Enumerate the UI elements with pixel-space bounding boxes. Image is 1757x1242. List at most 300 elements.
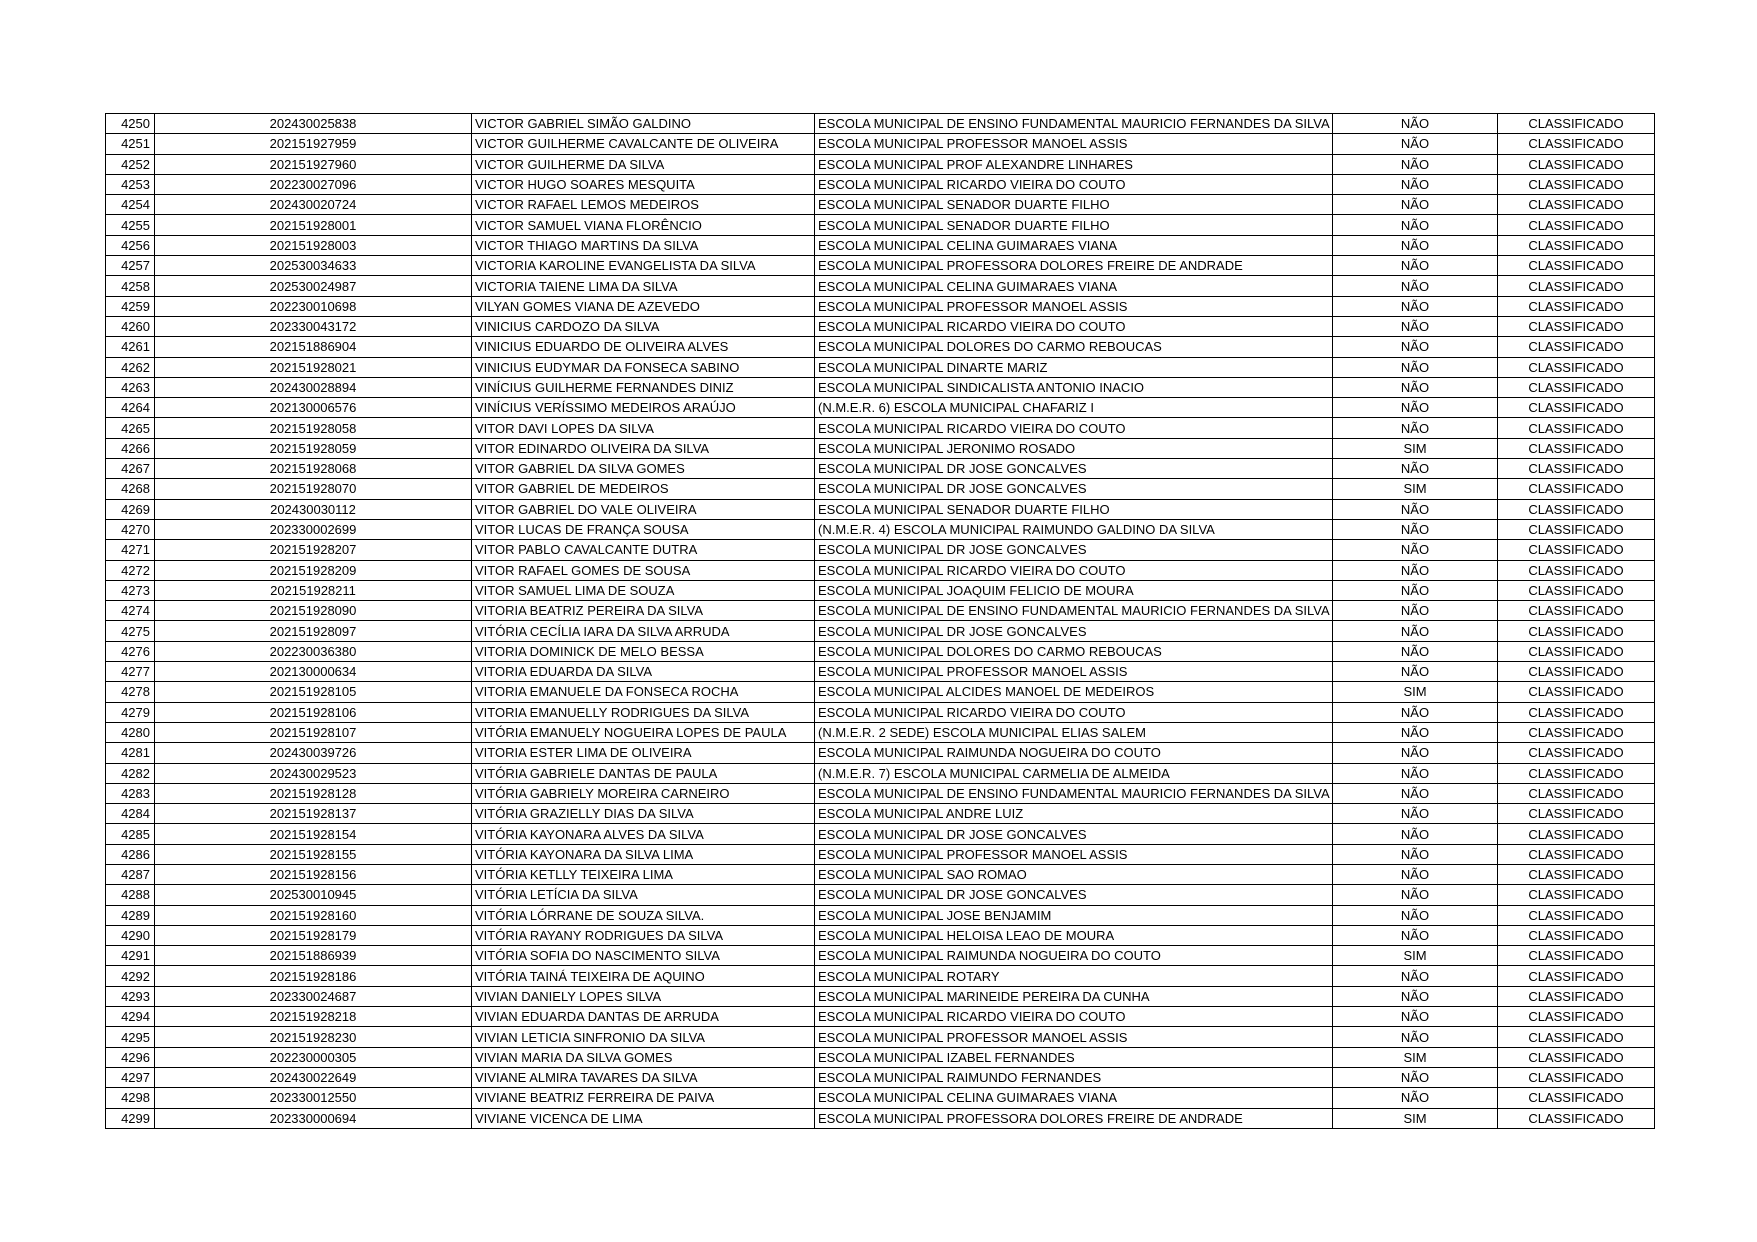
status-value: CLASSIFICADO: [1498, 174, 1655, 194]
table-row: [106, 925, 1655, 945]
status-value: CLASSIFICADO: [1498, 418, 1655, 438]
student-name: VINICIUS EUDYMAR DA FONSECA SABINO: [472, 357, 815, 377]
status-value: CLASSIFICADO: [1498, 134, 1655, 154]
results-table-body: [106, 114, 1655, 1129]
flag-value: NÃO: [1333, 398, 1498, 418]
registration-number: 202151928128: [155, 783, 472, 803]
table-row: [106, 885, 1655, 905]
status-value: CLASSIFICADO: [1498, 783, 1655, 803]
row-number: 4251: [106, 134, 155, 154]
registration-number: 202151928106: [155, 702, 472, 722]
table-row: [106, 337, 1655, 357]
row-number: 4271: [106, 540, 155, 560]
status-value: CLASSIFICADO: [1498, 844, 1655, 864]
student-name: VITOR GABRIEL DE MEDEIROS: [472, 479, 815, 499]
student-name: VITÓRIA KAYONARA DA SILVA LIMA: [472, 844, 815, 864]
student-name: VITOR GABRIEL DO VALE OLIVEIRA: [472, 499, 815, 519]
school-name: ESCOLA MUNICIPAL PROFESSOR MANOEL ASSIS: [815, 1027, 1333, 1047]
registration-number: 202430020724: [155, 195, 472, 215]
student-name: VITÓRIA RAYANY RODRIGUES DA SILVA: [472, 925, 815, 945]
school-name: ESCOLA MUNICIPAL PROFESSOR MANOEL ASSIS: [815, 844, 1333, 864]
row-number: 4286: [106, 844, 155, 864]
status-value: CLASSIFICADO: [1498, 722, 1655, 742]
school-name: ESCOLA MUNICIPAL DR JOSE GONCALVES: [815, 459, 1333, 479]
flag-value: NÃO: [1333, 499, 1498, 519]
flag-value: NÃO: [1333, 296, 1498, 316]
table-row: [106, 864, 1655, 884]
registration-number: 202330043172: [155, 316, 472, 336]
table-row: [106, 479, 1655, 499]
school-name: ESCOLA MUNICIPAL PROFESSOR MANOEL ASSIS: [815, 134, 1333, 154]
status-value: CLASSIFICADO: [1498, 885, 1655, 905]
registration-number: 202130006576: [155, 398, 472, 418]
registration-number: 202230027096: [155, 174, 472, 194]
registration-number: 202151928105: [155, 682, 472, 702]
school-name: (N.M.E.R. 2 SEDE) ESCOLA MUNICIPAL ELIAS SALEM: [815, 722, 1333, 742]
registration-number: 202530034633: [155, 256, 472, 276]
row-number: 4282: [106, 763, 155, 783]
registration-number: 202151928068: [155, 459, 472, 479]
status-value: CLASSIFICADO: [1498, 357, 1655, 377]
row-number: 4273: [106, 580, 155, 600]
row-number: 4272: [106, 560, 155, 580]
student-name: VICTOR THIAGO MARTINS DA SILVA: [472, 235, 815, 255]
table-row: [106, 986, 1655, 1006]
table-row: [106, 195, 1655, 215]
school-name: ESCOLA MUNICIPAL PROF ALEXANDRE LINHARES: [815, 154, 1333, 174]
flag-value: SIM: [1333, 438, 1498, 458]
registration-number: 202151928218: [155, 1007, 472, 1027]
table-row: [106, 134, 1655, 154]
status-value: CLASSIFICADO: [1498, 743, 1655, 763]
registration-number: 202151928209: [155, 560, 472, 580]
table-row: [106, 824, 1655, 844]
table-row: [106, 763, 1655, 783]
flag-value: NÃO: [1333, 418, 1498, 438]
status-value: CLASSIFICADO: [1498, 1067, 1655, 1087]
school-name: (N.M.E.R. 4) ESCOLA MUNICIPAL RAIMUNDO GALDINO DA SILVA: [815, 519, 1333, 539]
registration-number: 202430030112: [155, 499, 472, 519]
status-value: CLASSIFICADO: [1498, 763, 1655, 783]
registration-number: 202330024687: [155, 986, 472, 1006]
registration-number: 202151928090: [155, 601, 472, 621]
status-value: CLASSIFICADO: [1498, 195, 1655, 215]
status-value: CLASSIFICADO: [1498, 702, 1655, 722]
table-row: [106, 601, 1655, 621]
school-name: ESCOLA MUNICIPAL DOLORES DO CARMO REBOUCAS: [815, 337, 1333, 357]
table-row: [106, 641, 1655, 661]
registration-number: 202151928186: [155, 966, 472, 986]
status-value: CLASSIFICADO: [1498, 540, 1655, 560]
student-name: VITOR LUCAS DE FRANÇA SOUSA: [472, 519, 815, 539]
school-name: ESCOLA MUNICIPAL PROFESSOR MANOEL ASSIS: [815, 662, 1333, 682]
row-number: 4266: [106, 438, 155, 458]
school-name: ESCOLA MUNICIPAL RICARDO VIEIRA DO COUTO: [815, 702, 1333, 722]
registration-number: 202151928107: [155, 722, 472, 742]
student-name: VITÓRIA KAYONARA ALVES DA SILVA: [472, 824, 815, 844]
flag-value: SIM: [1333, 946, 1498, 966]
student-name: VITÓRIA EMANUELY NOGUEIRA LOPES DE PAULA: [472, 722, 815, 742]
registration-number: 202151928003: [155, 235, 472, 255]
row-number: 4277: [106, 662, 155, 682]
school-name: ESCOLA MUNICIPAL CELINA GUIMARAES VIANA: [815, 235, 1333, 255]
status-value: CLASSIFICADO: [1498, 276, 1655, 296]
row-number: 4264: [106, 398, 155, 418]
registration-number: 202151928230: [155, 1027, 472, 1047]
registration-number: 202151928155: [155, 844, 472, 864]
school-name: ESCOLA MUNICIPAL DR JOSE GONCALVES: [815, 824, 1333, 844]
registration-number: 202430022649: [155, 1067, 472, 1087]
student-name: VITÓRIA SOFIA DO NASCIMENTO SILVA: [472, 946, 815, 966]
registration-number: 202151927960: [155, 154, 472, 174]
student-name: VICTORIA KAROLINE EVANGELISTA DA SILVA: [472, 256, 815, 276]
flag-value: NÃO: [1333, 519, 1498, 539]
table-row: [106, 1088, 1655, 1108]
table-row: [106, 357, 1655, 377]
student-name: VIVIAN DANIELY LOPES SILVA: [472, 986, 815, 1006]
table-row: [106, 946, 1655, 966]
status-value: CLASSIFICADO: [1498, 377, 1655, 397]
registration-number: 202151928211: [155, 580, 472, 600]
flag-value: SIM: [1333, 479, 1498, 499]
flag-value: NÃO: [1333, 601, 1498, 621]
flag-value: NÃO: [1333, 560, 1498, 580]
table-row: [106, 621, 1655, 641]
status-value: CLASSIFICADO: [1498, 1108, 1655, 1128]
flag-value: NÃO: [1333, 540, 1498, 560]
row-number: 4263: [106, 377, 155, 397]
status-value: CLASSIFICADO: [1498, 662, 1655, 682]
table-row: [106, 519, 1655, 539]
flag-value: NÃO: [1333, 885, 1498, 905]
student-name: VITORIA EMANUELLY RODRIGUES DA SILVA: [472, 702, 815, 722]
row-number: 4252: [106, 154, 155, 174]
table-row: [106, 662, 1655, 682]
status-value: CLASSIFICADO: [1498, 337, 1655, 357]
row-number: 4283: [106, 783, 155, 803]
table-row: [106, 783, 1655, 803]
registration-number: 202230000305: [155, 1047, 472, 1067]
student-name: VITORIA DOMINICK DE MELO BESSA: [472, 641, 815, 661]
row-number: 4293: [106, 986, 155, 1006]
school-name: ESCOLA MUNICIPAL RAIMUNDA NOGUEIRA DO COUTO: [815, 946, 1333, 966]
status-value: CLASSIFICADO: [1498, 499, 1655, 519]
student-name: VITOR RAFAEL GOMES DE SOUSA: [472, 560, 815, 580]
student-name: VICTORIA TAIENE LIMA DA SILVA: [472, 276, 815, 296]
school-name: ESCOLA MUNICIPAL JOSE BENJAMIM: [815, 905, 1333, 925]
student-name: VINÍCIUS GUILHERME FERNANDES DINIZ: [472, 377, 815, 397]
table-row: [106, 1067, 1655, 1087]
registration-number: 202330012550: [155, 1088, 472, 1108]
student-name: VITOR SAMUEL LIMA DE SOUZA: [472, 580, 815, 600]
student-name: VITOR DAVI LOPES DA SILVA: [472, 418, 815, 438]
status-value: CLASSIFICADO: [1498, 1027, 1655, 1047]
flag-value: NÃO: [1333, 621, 1498, 641]
student-name: VIVIANE BEATRIZ FERREIRA DE PAIVA: [472, 1088, 815, 1108]
flag-value: NÃO: [1333, 844, 1498, 864]
table-row: [106, 1047, 1655, 1067]
school-name: ESCOLA MUNICIPAL JOAQUIM FELICIO DE MOURA: [815, 580, 1333, 600]
row-number: 4279: [106, 702, 155, 722]
status-value: CLASSIFICADO: [1498, 864, 1655, 884]
row-number: 4281: [106, 743, 155, 763]
school-name: ESCOLA MUNICIPAL RAIMUNDA NOGUEIRA DO COUTO: [815, 743, 1333, 763]
flag-value: NÃO: [1333, 702, 1498, 722]
status-value: CLASSIFICADO: [1498, 986, 1655, 1006]
school-name: ESCOLA MUNICIPAL PROFESSOR MANOEL ASSIS: [815, 296, 1333, 316]
table-row: [106, 154, 1655, 174]
school-name: ESCOLA MUNICIPAL HELOISA LEAO DE MOURA: [815, 925, 1333, 945]
school-name: ESCOLA MUNICIPAL SAO ROMAO: [815, 864, 1333, 884]
school-name: ESCOLA MUNICIPAL RICARDO VIEIRA DO COUTO: [815, 316, 1333, 336]
registration-number: 202151928097: [155, 621, 472, 641]
status-value: CLASSIFICADO: [1498, 682, 1655, 702]
row-number: 4290: [106, 925, 155, 945]
status-value: CLASSIFICADO: [1498, 296, 1655, 316]
school-name: ESCOLA MUNICIPAL PROFESSORA DOLORES FREIRE DE ANDRADE: [815, 1108, 1333, 1128]
table-row: [106, 174, 1655, 194]
table-row: [106, 114, 1655, 134]
student-name: VICTOR SAMUEL VIANA FLORÊNCIO: [472, 215, 815, 235]
student-name: VITOR PABLO CAVALCANTE DUTRA: [472, 540, 815, 560]
student-name: VITÓRIA LÓRRANE DE SOUZA SILVA.: [472, 905, 815, 925]
student-name: VIVIAN EDUARDA DANTAS DE ARRUDA: [472, 1007, 815, 1027]
table-row: [106, 316, 1655, 336]
student-name: VITORIA EMANUELE DA FONSECA ROCHA: [472, 682, 815, 702]
status-value: CLASSIFICADO: [1498, 1088, 1655, 1108]
table-row: [106, 1108, 1655, 1128]
registration-number: 202151928059: [155, 438, 472, 458]
student-name: VICTOR GUILHERME DA SILVA: [472, 154, 815, 174]
flag-value: NÃO: [1333, 377, 1498, 397]
flag-value: NÃO: [1333, 215, 1498, 235]
school-name: ESCOLA MUNICIPAL DE ENSINO FUNDAMENTAL MAURICIO FERNANDES DA SILVA: [815, 114, 1333, 134]
table-row: [106, 418, 1655, 438]
flag-value: SIM: [1333, 1047, 1498, 1067]
student-name: VITORIA ESTER LIMA DE OLIVEIRA: [472, 743, 815, 763]
status-value: CLASSIFICADO: [1498, 519, 1655, 539]
flag-value: NÃO: [1333, 195, 1498, 215]
status-value: CLASSIFICADO: [1498, 946, 1655, 966]
table-row: [106, 540, 1655, 560]
status-value: CLASSIFICADO: [1498, 601, 1655, 621]
table-row: [106, 459, 1655, 479]
flag-value: NÃO: [1333, 986, 1498, 1006]
flag-value: NÃO: [1333, 763, 1498, 783]
student-name: VITÓRIA KETLLY TEIXEIRA LIMA: [472, 864, 815, 884]
student-name: VITÓRIA GRAZIELLY DIAS DA SILVA: [472, 804, 815, 824]
status-value: CLASSIFICADO: [1498, 925, 1655, 945]
student-name: VINÍCIUS VERÍSSIMO MEDEIROS ARAÚJO: [472, 398, 815, 418]
flag-value: NÃO: [1333, 662, 1498, 682]
school-name: ESCOLA MUNICIPAL DR JOSE GONCALVES: [815, 479, 1333, 499]
student-name: VICTOR GUILHERME CAVALCANTE DE OLIVEIRA: [472, 134, 815, 154]
row-number: 4289: [106, 905, 155, 925]
school-name: ESCOLA MUNICIPAL SENADOR DUARTE FILHO: [815, 499, 1333, 519]
flag-value: SIM: [1333, 1108, 1498, 1128]
status-value: CLASSIFICADO: [1498, 459, 1655, 479]
school-name: ESCOLA MUNICIPAL RICARDO VIEIRA DO COUTO: [815, 174, 1333, 194]
table-row: [106, 560, 1655, 580]
registration-number: 202130000634: [155, 662, 472, 682]
status-value: CLASSIFICADO: [1498, 154, 1655, 174]
row-number: 4265: [106, 418, 155, 438]
flag-value: NÃO: [1333, 743, 1498, 763]
registration-number: 202430039726: [155, 743, 472, 763]
row-number: 4297: [106, 1067, 155, 1087]
registration-number: 202151928021: [155, 357, 472, 377]
status-value: CLASSIFICADO: [1498, 114, 1655, 134]
registration-number: 202151928058: [155, 418, 472, 438]
table-row: [106, 296, 1655, 316]
results-table: [105, 113, 1655, 1129]
school-name: ESCOLA MUNICIPAL ROTARY: [815, 966, 1333, 986]
row-number: 4299: [106, 1108, 155, 1128]
school-name: ESCOLA MUNICIPAL MARINEIDE PEREIRA DA CUNHA: [815, 986, 1333, 1006]
row-number: 4261: [106, 337, 155, 357]
table-row: [106, 580, 1655, 600]
flag-value: NÃO: [1333, 134, 1498, 154]
table-row: [106, 966, 1655, 986]
student-name: VINICIUS CARDOZO DA SILVA: [472, 316, 815, 336]
school-name: ESCOLA MUNICIPAL DE ENSINO FUNDAMENTAL MAURICIO FERNANDES DA SILVA: [815, 601, 1333, 621]
table-row: [106, 905, 1655, 925]
student-name: VITORIA BEATRIZ PEREIRA DA SILVA: [472, 601, 815, 621]
school-name: ESCOLA MUNICIPAL DR JOSE GONCALVES: [815, 885, 1333, 905]
registration-number: 202330000694: [155, 1108, 472, 1128]
table-row: [106, 722, 1655, 742]
student-name: VITÓRIA CECÍLIA IARA DA SILVA ARRUDA: [472, 621, 815, 641]
row-number: 4298: [106, 1088, 155, 1108]
registration-number: 202151928070: [155, 479, 472, 499]
registration-number: 202530010945: [155, 885, 472, 905]
student-name: VITORIA EDUARDA DA SILVA: [472, 662, 815, 682]
school-name: ESCOLA MUNICIPAL DOLORES DO CARMO REBOUCAS: [815, 641, 1333, 661]
row-number: 4284: [106, 804, 155, 824]
registration-number: 202330002699: [155, 519, 472, 539]
row-number: 4285: [106, 824, 155, 844]
school-name: ESCOLA MUNICIPAL IZABEL FERNANDES: [815, 1047, 1333, 1067]
student-name: VITÓRIA GABRIELE DANTAS DE PAULA: [472, 763, 815, 783]
table-row: [106, 1007, 1655, 1027]
flag-value: NÃO: [1333, 316, 1498, 336]
status-value: CLASSIFICADO: [1498, 824, 1655, 844]
table-row: [106, 844, 1655, 864]
table-row: [106, 682, 1655, 702]
school-name: ESCOLA MUNICIPAL RICARDO VIEIRA DO COUTO: [815, 1007, 1333, 1027]
status-value: CLASSIFICADO: [1498, 398, 1655, 418]
status-value: CLASSIFICADO: [1498, 621, 1655, 641]
student-name: VIVIAN LETICIA SINFRONIO DA SILVA: [472, 1027, 815, 1047]
flag-value: NÃO: [1333, 1007, 1498, 1027]
table-row: [106, 804, 1655, 824]
row-number: 4278: [106, 682, 155, 702]
row-number: 4296: [106, 1047, 155, 1067]
registration-number: 202430028894: [155, 377, 472, 397]
table-row: [106, 743, 1655, 763]
registration-number: 202151928160: [155, 905, 472, 925]
status-value: CLASSIFICADO: [1498, 215, 1655, 235]
flag-value: NÃO: [1333, 276, 1498, 296]
student-name: VIVIAN MARIA DA SILVA GOMES: [472, 1047, 815, 1067]
flag-value: NÃO: [1333, 580, 1498, 600]
student-name: VIVIANE VICENCA DE LIMA: [472, 1108, 815, 1128]
row-number: 4274: [106, 601, 155, 621]
row-number: 4295: [106, 1027, 155, 1047]
row-number: 4288: [106, 885, 155, 905]
row-number: 4250: [106, 114, 155, 134]
flag-value: NÃO: [1333, 337, 1498, 357]
status-value: CLASSIFICADO: [1498, 804, 1655, 824]
student-name: VITOR GABRIEL DA SILVA GOMES: [472, 459, 815, 479]
status-value: CLASSIFICADO: [1498, 316, 1655, 336]
flag-value: NÃO: [1333, 1088, 1498, 1108]
status-value: CLASSIFICADO: [1498, 1047, 1655, 1067]
status-value: CLASSIFICADO: [1498, 560, 1655, 580]
row-number: 4280: [106, 722, 155, 742]
flag-value: NÃO: [1333, 804, 1498, 824]
student-name: VICTOR GABRIEL SIMÃO GALDINO: [472, 114, 815, 134]
table-row: [106, 215, 1655, 235]
student-name: VICTOR RAFAEL LEMOS MEDEIROS: [472, 195, 815, 215]
flag-value: SIM: [1333, 682, 1498, 702]
registration-number: 202230010698: [155, 296, 472, 316]
table-row: [106, 499, 1655, 519]
flag-value: NÃO: [1333, 174, 1498, 194]
student-name: VILYAN GOMES VIANA DE AZEVEDO: [472, 296, 815, 316]
table-row: [106, 702, 1655, 722]
flag-value: NÃO: [1333, 114, 1498, 134]
flag-value: NÃO: [1333, 641, 1498, 661]
student-name: VITÓRIA TAINÁ TEIXEIRA DE AQUINO: [472, 966, 815, 986]
school-name: ESCOLA MUNICIPAL CELINA GUIMARAES VIANA: [815, 1088, 1333, 1108]
status-value: CLASSIFICADO: [1498, 256, 1655, 276]
school-name: ESCOLA MUNICIPAL SINDICALISTA ANTONIO INACIO: [815, 377, 1333, 397]
registration-number: 202430025838: [155, 114, 472, 134]
status-value: CLASSIFICADO: [1498, 641, 1655, 661]
table-row: [106, 256, 1655, 276]
flag-value: NÃO: [1333, 722, 1498, 742]
row-number: 4267: [106, 459, 155, 479]
row-number: 4253: [106, 174, 155, 194]
school-name: ESCOLA MUNICIPAL RICARDO VIEIRA DO COUTO: [815, 560, 1333, 580]
row-number: 4268: [106, 479, 155, 499]
status-value: CLASSIFICADO: [1498, 438, 1655, 458]
student-name: VITÓRIA LETÍCIA DA SILVA: [472, 885, 815, 905]
row-number: 4258: [106, 276, 155, 296]
flag-value: NÃO: [1333, 459, 1498, 479]
row-number: 4255: [106, 215, 155, 235]
school-name: ESCOLA MUNICIPAL SENADOR DUARTE FILHO: [815, 215, 1333, 235]
row-number: 4269: [106, 499, 155, 519]
row-number: 4275: [106, 621, 155, 641]
school-name: ESCOLA MUNICIPAL ANDRE LUIZ: [815, 804, 1333, 824]
row-number: 4287: [106, 864, 155, 884]
flag-value: NÃO: [1333, 1027, 1498, 1047]
registration-number: 202151927959: [155, 134, 472, 154]
status-value: CLASSIFICADO: [1498, 905, 1655, 925]
table-row: [106, 398, 1655, 418]
school-name: ESCOLA MUNICIPAL RAIMUNDO FERNANDES: [815, 1067, 1333, 1087]
registration-number: 202151928179: [155, 925, 472, 945]
flag-value: NÃO: [1333, 905, 1498, 925]
student-name: VINICIUS EDUARDO DE OLIVEIRA ALVES: [472, 337, 815, 357]
row-number: 4291: [106, 946, 155, 966]
school-name: ESCOLA MUNICIPAL CELINA GUIMARAES VIANA: [815, 276, 1333, 296]
flag-value: NÃO: [1333, 154, 1498, 174]
table-row: [106, 438, 1655, 458]
table-row: [106, 276, 1655, 296]
